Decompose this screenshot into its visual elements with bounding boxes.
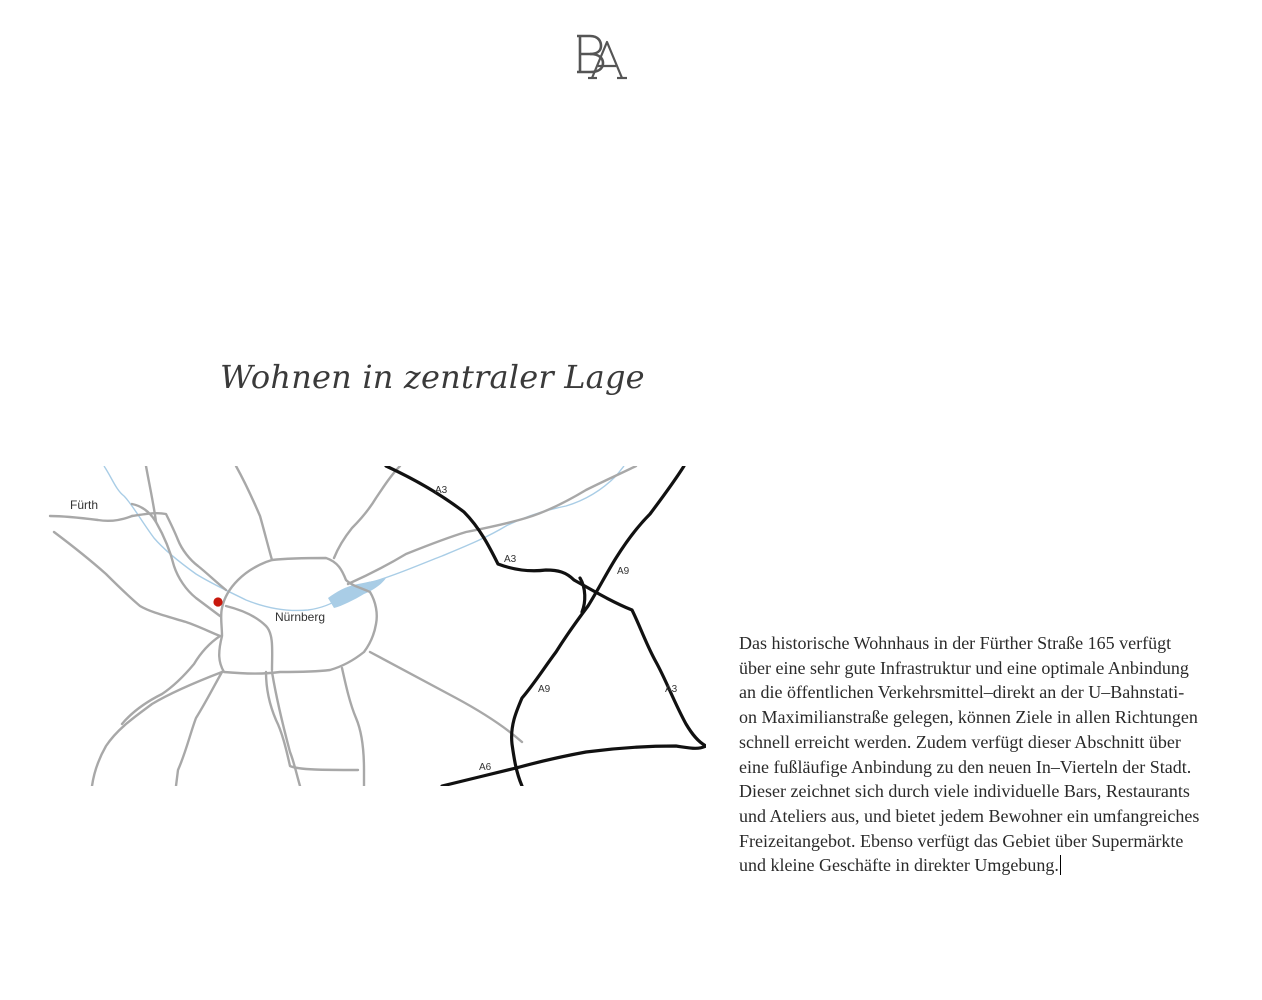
road-label-a9-north: A9	[617, 566, 630, 577]
description-line: Dieser zeichnet sich durch viele individuelle Bars, Restaurants	[739, 781, 1190, 802]
city-label-fuerth: Fürth	[70, 498, 99, 512]
text-cursor	[1060, 855, 1061, 875]
description-line: Freizeitangebot. Ebenso verfügt das Gebiet über Supermärkte	[739, 830, 1184, 851]
location-dot-icon	[213, 597, 222, 606]
description-line: und kleine Geschäfte in direkter Umgebung.	[739, 855, 1059, 876]
road-label-a9-south: A9	[538, 684, 551, 695]
ba-monogram-logo	[574, 28, 630, 84]
road-label-a6: A6	[479, 762, 492, 773]
page-title: Wohnen in zentraler Lage	[220, 358, 645, 396]
location-description[interactable]	[739, 631, 1239, 878]
road-label-a3-north: A3	[435, 485, 448, 496]
description-line: und Ateliers aus, und bietet jedem Bewohner ein umfangreiches	[739, 805, 1200, 826]
motorways	[386, 466, 706, 786]
description-line: an die öffentlichen Verkehrsmittel–direkt an der U–Bahnstati-	[739, 682, 1185, 703]
location-map	[46, 466, 706, 786]
description-line: schnell erreicht werden. Zudem verfügt dieser Abschnitt über	[739, 731, 1181, 752]
streets	[50, 466, 636, 786]
location-marker	[213, 597, 222, 606]
river-pond	[328, 578, 386, 608]
ba-monogram-icon	[574, 28, 630, 84]
description-line: eine fußläufige Anbindung zu den neuen In–Vierteln der Stadt.	[739, 756, 1192, 777]
description-last-line	[739, 853, 1239, 878]
description-line: Das historische Wohnhaus in der Fürther Straße 165 verfügt	[739, 633, 1172, 653]
description-line: über eine sehr gute Infrastruktur und eine optimale Anbindung	[739, 657, 1189, 678]
description-line: on Maximilianstraße gelegen, können Ziele in allen Richtungen	[739, 707, 1198, 728]
road-label-a3-east: A3	[665, 684, 678, 695]
city-label-nuernberg: Nürnberg	[275, 610, 326, 624]
location-map-graphic	[46, 466, 706, 786]
road-label-a3-center: A3	[504, 554, 517, 565]
